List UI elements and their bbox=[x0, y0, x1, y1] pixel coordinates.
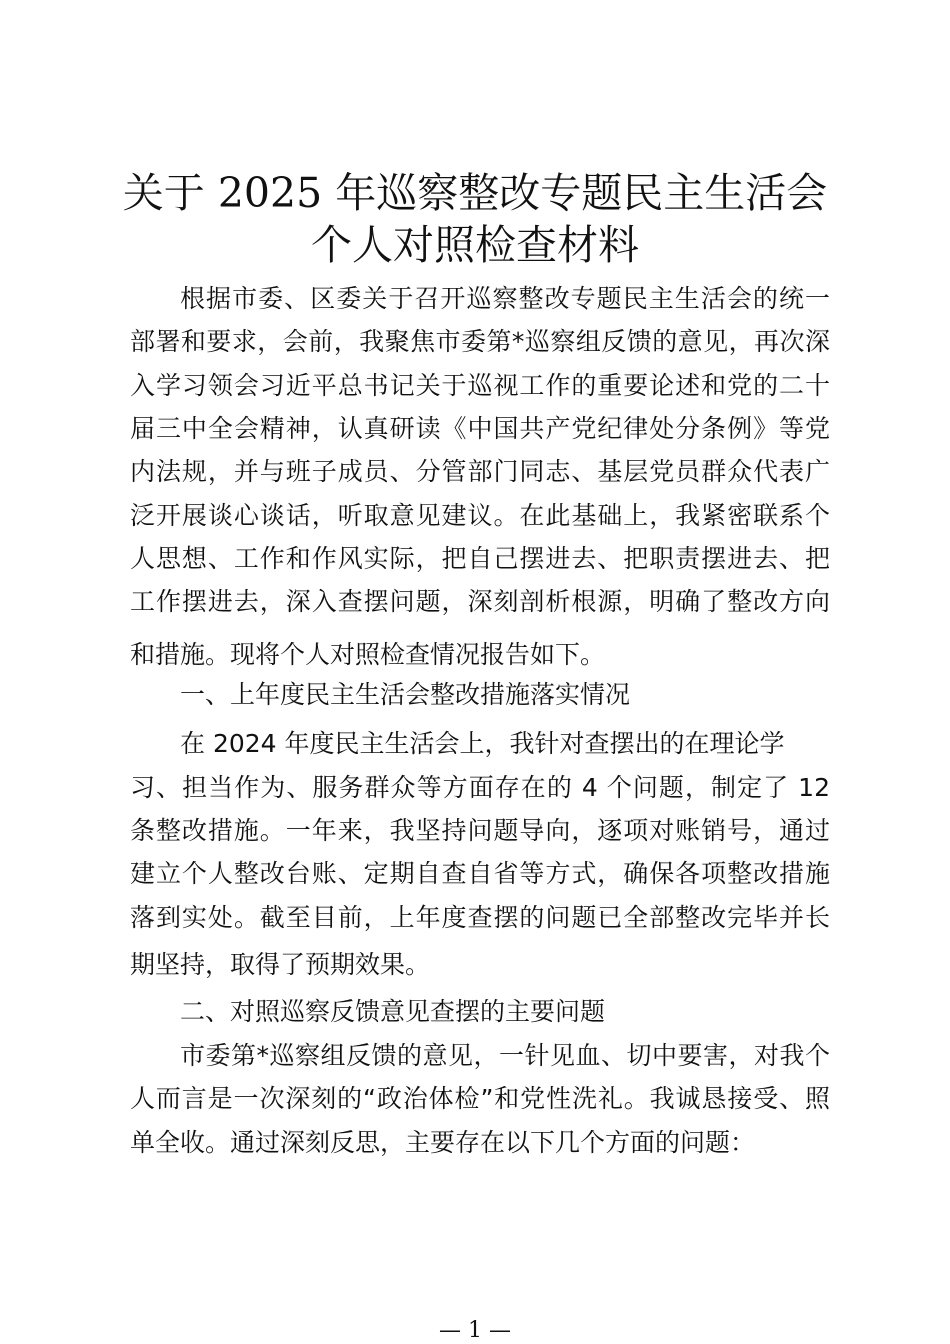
text-line: 泛开展谈心谈话，听取意见建议。在此基础上，我紧密联系个 bbox=[130, 501, 830, 530]
text-line: 人思想、工作和作风实际，把自己摆进去、把职责摆进去、把 bbox=[130, 544, 830, 573]
text-line: 建立个人整改台账、定期自查自省等方式，确保各项整改措施 bbox=[130, 859, 830, 888]
text-line: 工作摆进去，深入查摆问题，深刻剖析根源，明确了整改方向 bbox=[130, 587, 830, 616]
title-line-2: 个人对照检查材料 bbox=[311, 221, 639, 269]
text-line: 部署和要求，会前，我聚焦市委第*巡察组反馈的意见，再次深 bbox=[130, 327, 830, 356]
text-line: 期坚持，取得了预期效果。 bbox=[130, 950, 431, 979]
text-line: 条整改措施。一年来，我坚持问题导向，逐项对账销号，通过 bbox=[130, 816, 830, 845]
text-line: 和措施。现将个人对照检查情况报告如下。 bbox=[130, 640, 606, 669]
text-line: 落到实处。截至目前，上年度查摆的问题已全部整改完毕并长 bbox=[130, 903, 830, 932]
text-line: 人而言是一次深刻的“政治体检”和党性洗礼。我诚恳接受、照 bbox=[130, 1084, 830, 1113]
text-line: 届三中全会精神，认真研读《中国共产党纪律处分条例》等党 bbox=[130, 414, 830, 443]
section-heading-2: 二、对照巡察反馈意见查摆的主要问题 bbox=[180, 997, 606, 1026]
title-line-1: 关于 2025 年巡察整改专题民主生活会 bbox=[122, 169, 828, 217]
text-line: 习、担当作为、服务群众等方面存在的 4 个问题，制定了 12 bbox=[130, 773, 830, 802]
page-number: — 1 — bbox=[439, 1318, 511, 1343]
text-line: 内法规，并与班子成员、分管部门同志、基层党员群众代表广 bbox=[130, 457, 830, 486]
text-line: 根据市委、区委关于召开巡察整改专题民主生活会的统一 bbox=[180, 284, 830, 313]
section-heading-1: 一、上年度民主生活会整改措施落实情况 bbox=[180, 680, 631, 709]
text-line: 市委第*巡察组反馈的意见，一针见血、切中要害，对我个 bbox=[180, 1041, 830, 1070]
text-line: 在 2024 年度民主生活会上，我针对查摆出的在理论学 bbox=[180, 729, 785, 758]
text-line: 入学习领会习近平总书记关于巡视工作的重要论述和党的二十 bbox=[130, 371, 830, 400]
text-line: 单全收。通过深刻反思，主要存在以下几个方面的问题： bbox=[130, 1128, 756, 1157]
